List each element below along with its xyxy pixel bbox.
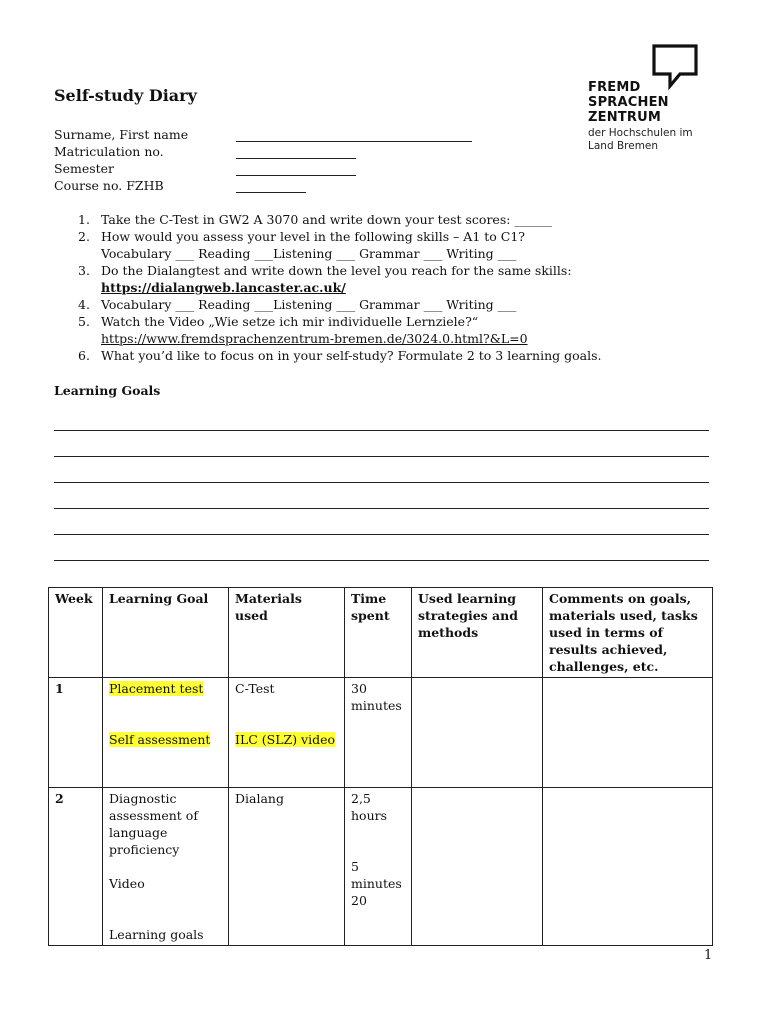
list-item: 4. Vocabulary ___ Reading ___Listening ___ Grammar ___ Writing ___ [78,297,517,312]
matriculation-label: Matriculation no. [54,144,164,159]
learning-goal-cell: Diagnostic assessment of language proficiency Video Learning goals [103,788,229,946]
list-item: 6. What you’d like to focus on in your self-study? Formulate 2 to 3 learning goals. [78,348,602,363]
table-row [49,678,713,788]
logo-line-2: SPRACHEN [588,95,669,110]
materials-cell: Dialang [229,788,345,946]
list-item: 3. Do the Dialangtest and write down the level you reach for the same skills: https://dialangweb.lancaster.ac.uk/ [78,263,572,295]
logo-line-1: FREMD [588,80,641,95]
surname-label: Surname, First name [54,127,189,142]
time-cell: 30 minutes [345,678,412,788]
time-cell: 2,5 hours 5 minutes 20 [345,788,412,946]
course-label: Course no. FZHB [54,178,164,193]
list-item: 5. Watch the Video „Wie setze ich mir individuelle Lernziele?“ https://www.fremdsprachenzentrum-bremen.de/3024.0.html?&L=0 [78,314,528,346]
learning-goal-line[interactable] [54,534,709,535]
header-comments: Comments on goals, materials used, tasks used in terms of results achieved, challenges, etc. [543,588,713,678]
logo-subtitle-2: Land Bremen [588,140,659,152]
week-cell: 1 [49,678,103,788]
week-cell: 2 [49,788,103,946]
semester-label: Semester [54,161,115,176]
header-time-spent: Time spent [345,588,412,678]
speech-bubble-icon [652,44,698,90]
list-item: 1. Take the C-Test in GW2 A 3070 and write down your test scores: ______ [78,212,552,227]
instruction-list [78,211,698,364]
learning-goal-line[interactable] [54,430,709,431]
institution-logo [586,44,706,154]
matriculation-field[interactable] [236,158,356,159]
diary-table [48,587,713,946]
course-field[interactable] [236,192,306,193]
comments-cell[interactable] [543,788,713,946]
table-row [49,788,713,946]
comments-cell[interactable] [543,678,713,788]
table-header-row [49,588,713,678]
header-learning-goal: Learning Goal [103,588,229,678]
learning-goal-line[interactable] [54,508,709,509]
header-strategies: Used learning strategies and methods [412,588,543,678]
learning-goal-cell: Placement test Self assessment [103,678,229,788]
page-number: 1 [704,948,713,963]
page-title: Self-study Diary [54,86,197,105]
header-materials: Materials used [229,588,345,678]
learning-goal-line[interactable] [54,456,709,457]
logo-line-3: ZENTRUM [588,110,661,125]
learning-goal-line[interactable] [54,560,709,561]
strategies-cell[interactable] [412,678,543,788]
dialang-link[interactable]: https://dialangweb.lancaster.ac.uk/ [101,280,346,295]
materials-cell: C-Test ILC (SLZ) video [229,678,345,788]
surname-field[interactable] [236,141,472,142]
learning-goal-line[interactable] [54,482,709,483]
strategies-cell[interactable] [412,788,543,946]
logo-subtitle-1: der Hochschulen im [588,127,693,139]
header-week: Week [49,588,103,678]
learning-goals-heading: Learning Goals [54,383,161,398]
list-item: 2. How would you assess your level in the following skills – A1 to C1? Vocabulary ___ Reading ___Listening ___ Grammar ___ Writing ___ [78,229,526,261]
video-link[interactable]: https://www.fremdsprachenzentrum-bremen.de/3024.0.html?&L=0 [101,331,528,346]
semester-field[interactable] [236,175,356,176]
